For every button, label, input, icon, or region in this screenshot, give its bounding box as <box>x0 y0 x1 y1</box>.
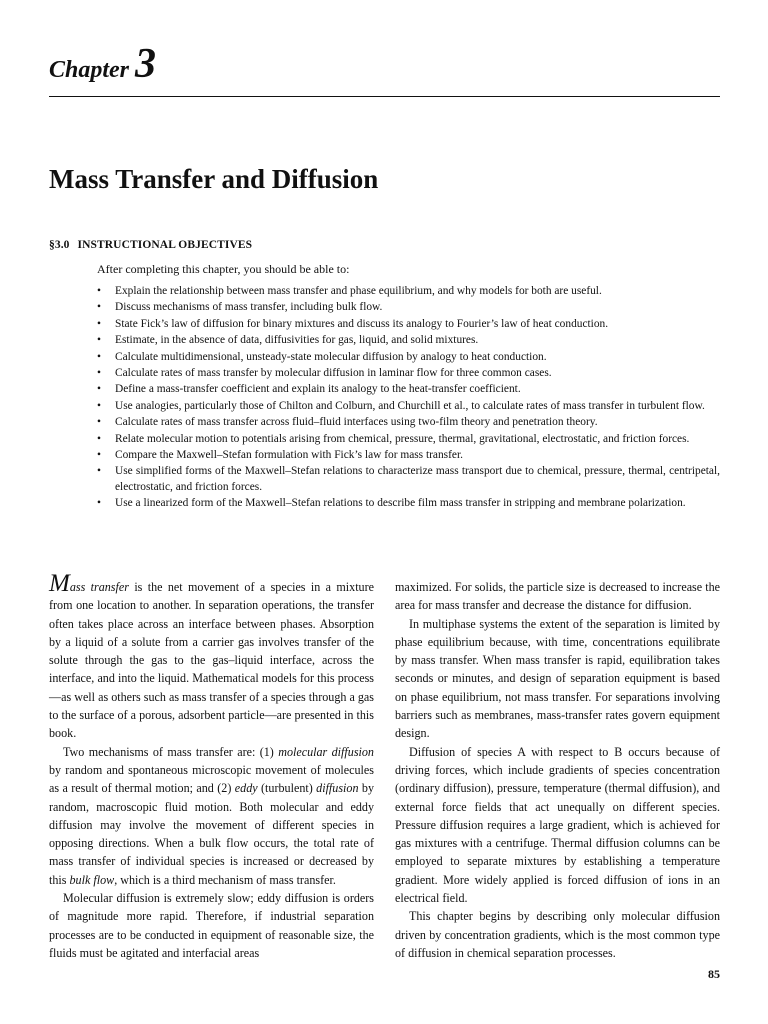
chapter-heading <box>49 40 156 88</box>
chapter-word: Chapter <box>49 57 130 83</box>
chapter-title: Mass Transfer and Diffusion <box>49 164 379 194</box>
body-paragraph: Diffusion of species A with respect to B occurs because of driving forces, which include gradients of species concentration (ordinary diffusion), pressure, temperature (thermal diffusion), and external force fields that act unequally on different species. Pressure diffusion requires a large gradient, which is achieved for gas mixtures with a centrifuge. Thermal diffusion columns can be employed to separate mixtures by establishing a temperature gradient. More widely applied is forced diffusion of ions in an electrical field. <box>395 744 720 906</box>
objective-item: • Use simplified forms of the Maxwell–Stefan relations to characterize mass transport due to chemical, pressure, thermal, centripetal, electrostatic, and friction forces. <box>97 464 720 495</box>
objectives-heading <box>49 239 252 251</box>
body-paragraph: This chapter begins by describing only molecular diffusion driven by concentration gradients, which is the most common type of diffusion in chemical separation processes. <box>395 909 720 960</box>
objective-item: • Use a linearized form of the Maxwell–Stefan relations to describe film mass transfer in stripping and membrane polarization. <box>97 496 720 512</box>
chapter-divider <box>49 96 720 97</box>
objective-item: • Estimate, in the absence of data, diffusivities for gas, liquid, and solid mixtures. <box>97 333 720 349</box>
objectives-list <box>97 284 720 513</box>
objective-item: • Relate molecular motion to potentials arising from chemical, pressure, thermal, gravitational, electrostatic, and friction forces. <box>97 432 720 448</box>
objective-item: • Calculate rates of mass transfer across fluid–fluid interfaces using two-film theory and penetration theory. <box>97 415 720 431</box>
objective-item: • Calculate multidimensional, unsteady-state molecular diffusion by analogy to heat conduction. <box>97 350 720 366</box>
section-title: INSTRUCTIONAL OBJECTIVES <box>77 239 253 251</box>
objective-item: • Calculate rates of mass transfer by molecular diffusion in laminar flow for three common cases. <box>97 366 720 382</box>
objective-item: • Discuss mechanisms of mass transfer, including bulk flow. <box>97 300 720 316</box>
body-paragraph-continued: maximized. For solids, the particle size is decreased to increase the area for mass transfer and decrease the distance for diffusion. <box>395 580 720 613</box>
objectives-intro: After completing this chapter, you should be able to: <box>97 262 350 276</box>
page-number: 85 <box>708 967 720 981</box>
body-paragraph: Two mechanisms of mass transfer are: (1) molecular diffusion by random and spontaneous microscopic movement of molecules as a result of thermal motion; and (2) eddy (turbulent) diffusion by random, macroscopic fluid motion. Both molecular and eddy diffusion may involve the movement of different species in opposing directions. When a bulk flow occurs, the total rate of mass transfer of individual species is increased or decreased by this bulk flow, which is a third mechanism of mass transfer. <box>49 744 375 887</box>
body-paragraph: Molecular diffusion is extremely slow; eddy diffusion is orders of magnitude more rapid. Therefore, if industrial separation processes are to be conducted in equipment of reasonable size, the fluids must be agitated and interfacial areas <box>49 891 374 960</box>
objective-item: • Use analogies, particularly those of Chilton and Colburn, and Churchill et al., to calculate rates of mass transfer in turbulent flow. <box>97 399 720 415</box>
section-number: §3.0 <box>49 239 70 251</box>
italic-term: ass transfer <box>69 580 129 594</box>
objective-item: • Compare the Maxwell–Stefan formulation with Fick’s law for mass transfer. <box>97 448 720 464</box>
italic-term: diffusion <box>316 781 359 796</box>
body-column-right <box>395 578 720 962</box>
body-paragraph: In multiphase systems the extent of the separation is limited by phase equilibrium because, with time, concentrations equilibrate by mass transfer. When mass transfer is rapid, equilibration takes seconds or minutes, and design of separation equipment is based on phase equilibrium, not mass transfer. For separations involving barriers such as membranes, mass-transfer rates govern equipment design. <box>395 616 720 741</box>
body-paragraph: Mass transfer is the net movement of a species in a mixture from one location to another. In separation operations, the transfer often takes place across an interface between phases. Absorption by a liquid of a solute from a carrier gas involves transfer of the solute through the gas to the gas–liquid interface, across the interface, and into the liquid. Mathematical models for this process—as well as others such as mass transfer of a species through a gas to the surface of a porous, adsorbent particle—are presented in this book. <box>49 570 374 741</box>
objective-item: • Explain the relationship between mass transfer and phase equilibrium, and why models for both are useful. <box>97 284 720 300</box>
drop-cap: M <box>49 570 70 597</box>
italic-term: bulk flow <box>69 872 115 887</box>
objective-item: • Define a mass-transfer coefficient and explain its analogy to the heat-transfer coefficient. <box>97 382 720 398</box>
italic-term: molecular diffusion <box>278 744 374 759</box>
chapter-number: 3 <box>135 41 157 87</box>
body-column-left <box>49 570 375 962</box>
objective-item: • State Fick’s law of diffusion for binary mixtures and discuss its analogy to Fourier’s law of heat conduction. <box>97 317 720 333</box>
italic-term: eddy <box>234 781 258 796</box>
